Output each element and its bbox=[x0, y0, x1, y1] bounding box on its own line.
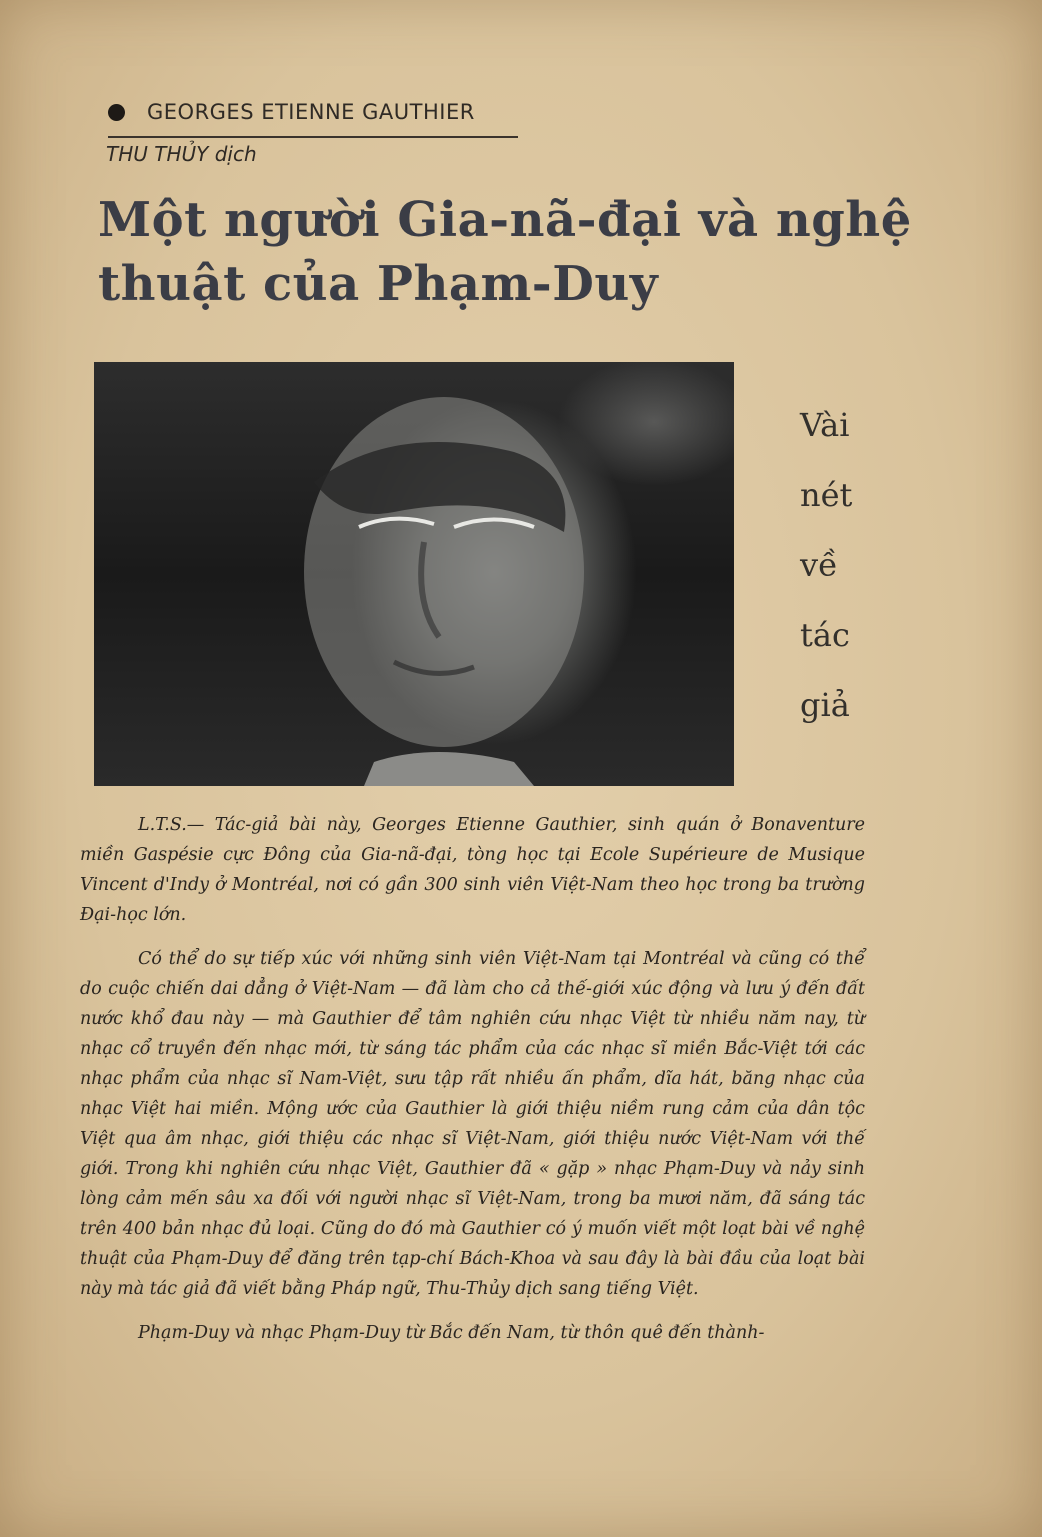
article-title: Một người Gia-nã-đại và nghệ thuật của Phạm-Duy bbox=[98, 192, 912, 312]
bullet-icon bbox=[108, 104, 125, 121]
editor-note-paragraph: L.T.S.— Tác-giả bài này, Georges Etienne Gauthier, sinh quán ở Bonaventure miền Gaspésie cực Đông của Gia-nã-đại, tòng học tại Ecole Supérieure de Musique Vincent d'Indy ở Montréal, nơi có gần 300 sinh viên Việt-Nam theo học trong ba trường Đại-học lớn. bbox=[80, 815, 865, 925]
author-photo bbox=[94, 362, 734, 786]
side-heading-word: tác bbox=[800, 616, 850, 654]
translator-credit: THU THỦY dịch bbox=[106, 142, 257, 166]
side-heading-word: về bbox=[800, 546, 838, 584]
author-line bbox=[108, 100, 475, 124]
side-heading-word: Vài bbox=[800, 406, 850, 444]
side-heading-word: giả bbox=[800, 686, 850, 724]
side-heading bbox=[800, 400, 852, 730]
author-name: GEORGES ETIENNE GAUTHIER bbox=[147, 100, 475, 124]
body-paragraph: Phạm-Duy và nhạc Phạm-Duy từ Bắc đến Nam, từ thôn quê đến thành- bbox=[138, 1323, 765, 1343]
portrait-figure bbox=[94, 362, 734, 786]
side-heading-word: nét bbox=[800, 476, 853, 514]
article-body bbox=[80, 810, 865, 1348]
header-divider bbox=[108, 136, 518, 138]
body-paragraph: Có thể do sự tiếp xúc với những sinh viên Việt-Nam tại Montréal và cũng có thể do cuộc chiến dai dẳng ở Việt-Nam — đã làm cho cả thế-giới xúc động và lưu ý đến đất nước khổ đau này — mà Gauthier để tâm nghiên cứu nhạc Việt từ nhiều năm nay, từ nhạc cổ truyền đến nhạc mới, từ sáng tác phẩm của các nhạc sĩ miền Bắc-Việt tới các nhạc phẩm của nhạc sĩ Nam-Việt, sưu tập rất nhiều ấn phẩm, dĩa hát, băng nhạc của nhạc Việt hai miền. Mộng ước của Gauthier là giới thiệu niềm rung cảm của dân tộc Việt qua âm nhạc, giới thiệu các nhạc sĩ Việt-Nam, giới thiệu nước Việt-Nam với thế giới. Trong khi nghiên cứu nhạc Việt, Gauthier đã « gặp » nhạc Phạm-Duy và nảy sinh lòng cảm mến sâu xa đối với người nhạc sĩ Việt-Nam, trong ba mươi năm, đã sáng tác trên 400 bản nhạc đủ loại. Cũng do đó mà Gauthier có ý muốn viết một loạt bài về nghệ thuật của Phạm-Duy để đăng trên tạp-chí Bách-Khoa và sau đây là bài đầu của loạt bài này mà tác giả đã viết bằng Pháp ngữ, Thu-Thủy dịch sang tiếng Việt. bbox=[80, 949, 865, 1299]
